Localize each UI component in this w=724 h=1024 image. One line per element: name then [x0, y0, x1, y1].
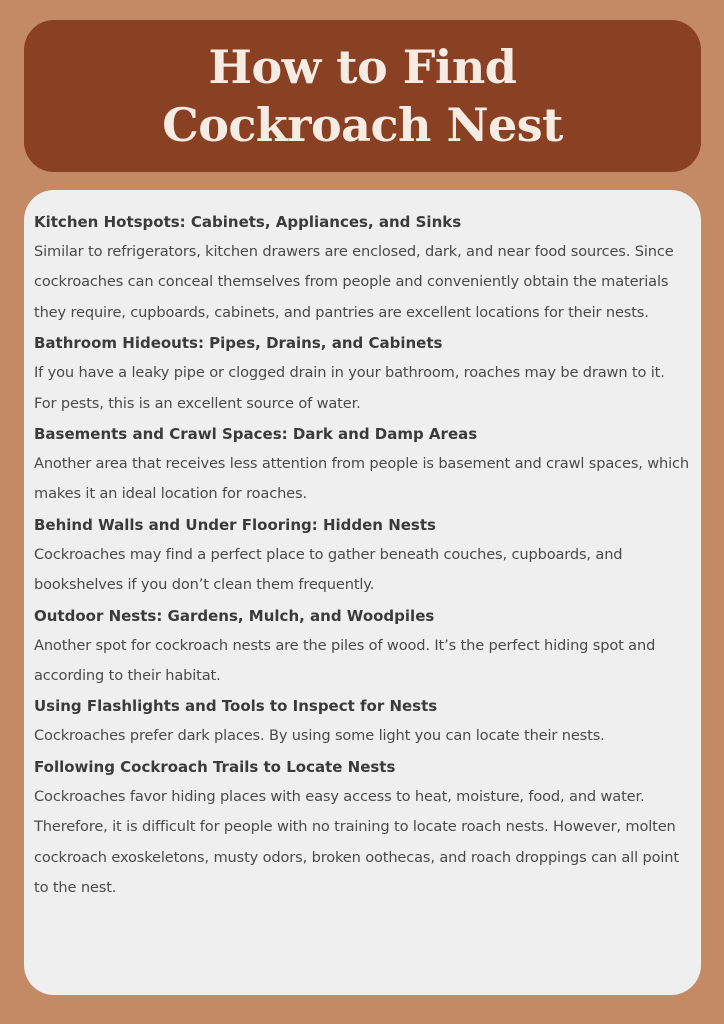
section-heading: Behind Walls and Under Flooring: Hidden Nests: [34, 515, 436, 534]
section-flashlights-tools: [34, 691, 691, 751]
section-body: Cockroaches may find a perfect place to gather beneath couches, cupboards, and bookshelves if you don’t clean them frequently.: [34, 545, 623, 594]
content-card: [24, 190, 701, 995]
section-body: Cockroaches favor hiding places with easy access to heat, moisture, food, and water. Therefore, it is difficult for people with no training to locate roach nests. However, molten cockroach exoskeletons, musty odors, broken oothecas, and roach droppings can all point to the nest.: [34, 787, 679, 897]
section-kitchen-hotspots: [34, 207, 691, 328]
section-body: If you have a leaky pipe or clogged drain in your bathroom, roaches may be drawn to it. For pests, this is an excellent source of water.: [34, 364, 665, 412]
section-behind-walls: [34, 510, 691, 601]
section-basements-crawl-spaces: [34, 419, 691, 510]
section-body: Another area that receives less attention from people is basement and crawl spaces, which makes it an ideal location for roaches.: [34, 455, 690, 503]
page-title-line-1: How to Find: [208, 40, 517, 94]
section-cockroach-trails: [34, 752, 691, 904]
section-outdoor-nests: [34, 601, 691, 692]
section-heading: Outdoor Nests: Gardens, Mulch, and Woodpiles: [34, 606, 435, 625]
section-body: Another spot for cockroach nests are the piles of wood. It’s the perfect hiding spot and according to their habitat.: [34, 636, 656, 685]
section-heading: Using Flashlights and Tools to Inspect for Nests: [34, 697, 438, 716]
section-heading: Bathroom Hideouts: Pipes, Drains, and Cabinets: [34, 334, 443, 353]
section-body: Cockroaches prefer dark places. By using some light you can locate their nests.: [34, 727, 605, 745]
section-bathroom-hideouts: [34, 328, 691, 419]
section-heading: Basements and Crawl Spaces: Dark and Damp Areas: [34, 425, 478, 444]
section-heading: Kitchen Hotspots: Cabinets, Appliances, and Sinks: [34, 213, 462, 231]
page-title-line-2: Cockroach Nest: [162, 98, 563, 152]
title-banner: [24, 20, 701, 172]
section-body: Similar to refrigerators, kitchen drawers are enclosed, dark, and near food sources. Since cockroaches can conceal themselves from people and conveniently obtain the materials they require, cupboards, cabinets, and pantries are excellent locations for their nests.: [34, 243, 674, 321]
section-heading: Following Cockroach Trails to Locate Nests: [34, 757, 396, 776]
